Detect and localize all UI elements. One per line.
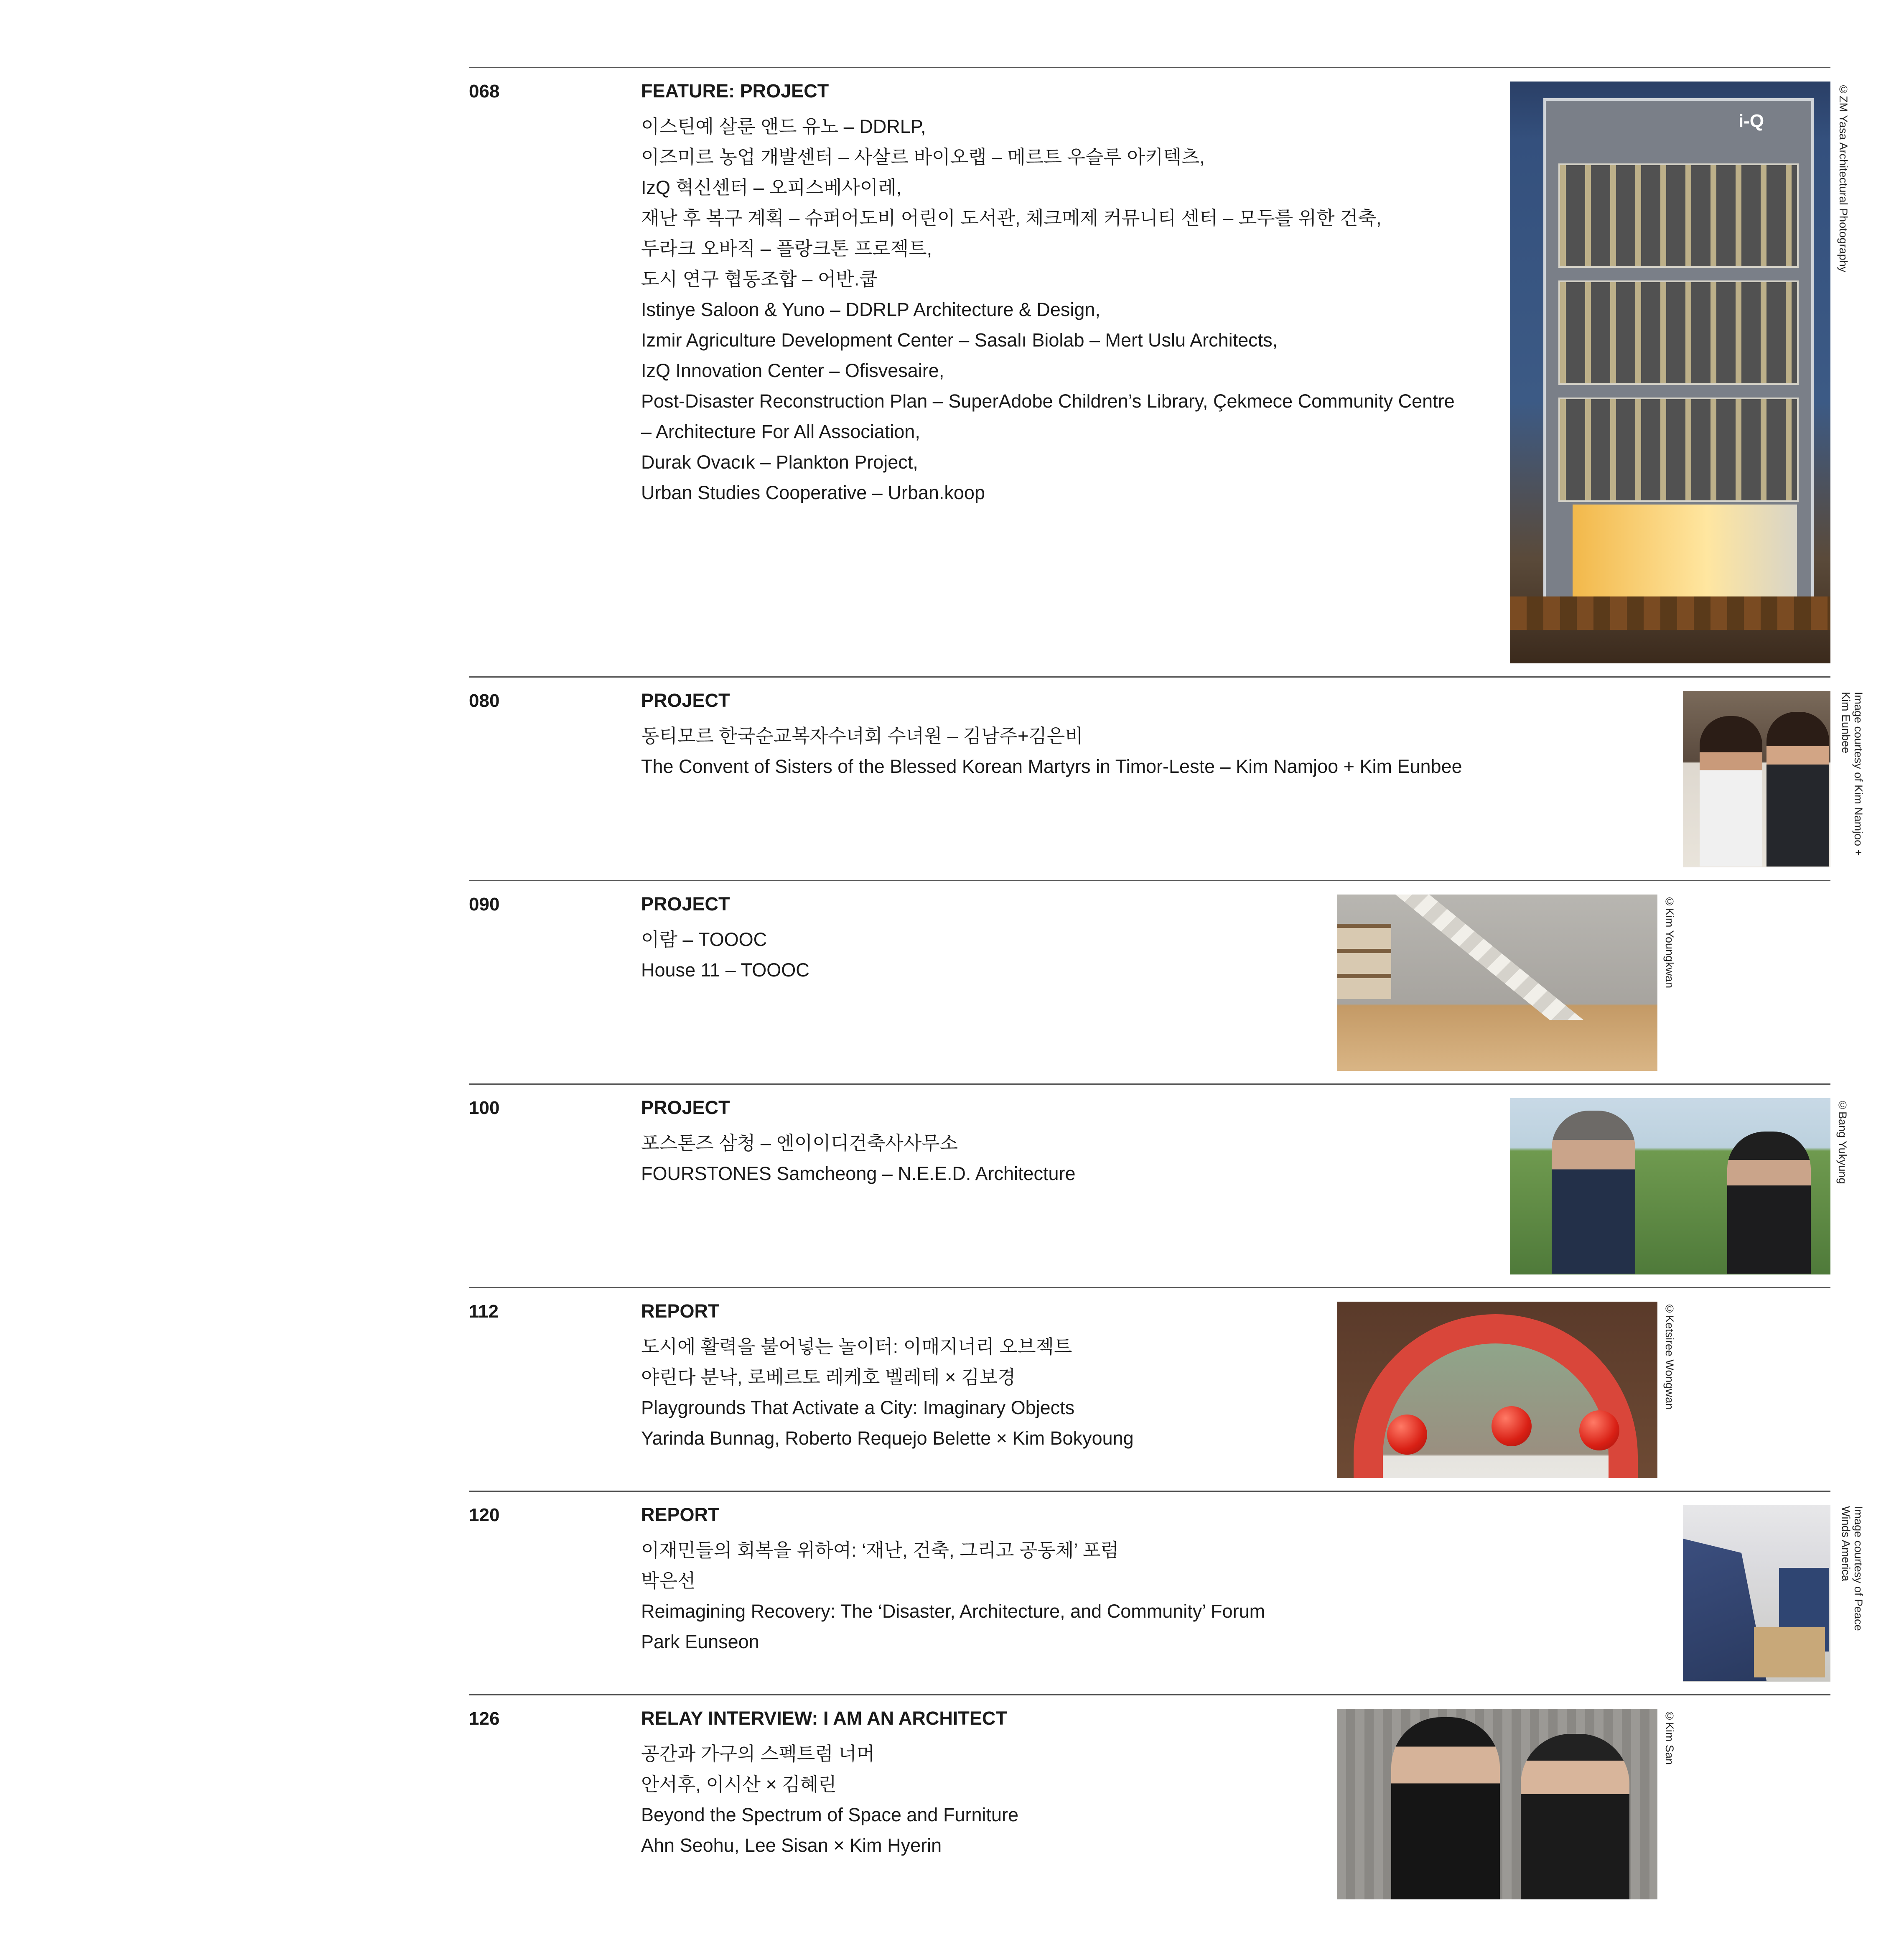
- entry-heading: FEATURE: PROJECT: [641, 80, 829, 102]
- page-number: 068: [469, 81, 500, 102]
- staircase-photo: [1337, 895, 1657, 1071]
- page-number: 090: [469, 894, 500, 915]
- entry-content: [641, 82, 1455, 508]
- entry-line: The Convent of Sisters of the Blessed Korean Martyrs in Timor-Leste – Kim Namjoo + Kim Eunbee: [641, 756, 1462, 777]
- entry-line: 포스톤즈 삼청 – 엔이이디건축사사무소: [641, 1132, 958, 1154]
- entry-line: 재난 후 복구 계획 – 슈퍼어도비 어린이 도서관, 체크메제 커뮤니티 센터 – 모두를 위한 건축,: [641, 207, 1382, 229]
- entry-line: 이람 – TOOOC: [641, 929, 767, 950]
- page-number: 120: [469, 1505, 500, 1525]
- entry-line: Ahn Seohu, Lee Sisan × Kim Hyerin: [641, 1835, 942, 1856]
- entry-content: [641, 1302, 1134, 1454]
- entry-content: [641, 691, 1462, 782]
- building-sign: i-Q: [1738, 111, 1764, 131]
- person-figure: [1391, 1717, 1500, 1899]
- photo-credit: ©Ketsiree Wongwan: [1663, 1302, 1676, 1410]
- entry-line: Istinye Saloon & Yuno – DDRLP Architecture & Design,: [641, 299, 1100, 320]
- red-ball: [1492, 1406, 1532, 1446]
- toc-entry: [469, 1083, 1849, 1287]
- entry-line: IzQ Innovation Center – Ofisvesaire,: [641, 360, 944, 381]
- building-photo: [1510, 82, 1830, 663]
- entry-line: Park Eunseon: [641, 1631, 759, 1652]
- entry-line: 야린다 분낙, 로베르토 레케호 벨레테 × 김보경: [641, 1366, 1016, 1388]
- entry-line: – Architecture For All Association,: [641, 421, 920, 442]
- entry-line: Beyond the Spectrum of Space and Furniture: [641, 1804, 1019, 1825]
- entry-line: Izmir Agriculture Development Center – Sasalı Biolab – Mert Uslu Architects,: [641, 329, 1278, 351]
- person-figure: [1552, 1111, 1635, 1274]
- toc-entry: [469, 676, 1865, 880]
- entry-line: 동티모르 한국순교복자수녀회 수녀원 – 김남주+김은비: [641, 725, 1083, 747]
- toc-entry: [469, 880, 1830, 1083]
- photo-credit: ©Kim San: [1663, 1710, 1676, 1765]
- entry-line: 공간과 가구의 스펙트럼 너머: [641, 1743, 875, 1764]
- floor-band: [1558, 163, 1799, 268]
- person-figure: [1766, 712, 1829, 867]
- entry-content: [641, 1505, 1265, 1657]
- entry-line: IzQ 혁신센터 – 오피스베사이레,: [641, 177, 902, 198]
- photo-credit: ©Kim Youngkwan: [1663, 895, 1676, 989]
- bookshelf-shape: [1337, 924, 1391, 999]
- photo-credit: Image courtesy of Peace Winds America: [1840, 1506, 1865, 1631]
- toc-entry: [469, 1287, 1830, 1491]
- red-arch-shape: [1354, 1314, 1638, 1478]
- cardboard-box: [1754, 1627, 1825, 1677]
- entry-line: 두라크 오바직 – 플랑크톤 프로젝트,: [641, 238, 932, 259]
- toc-entry: [469, 1491, 1865, 1694]
- shelter-photo: [1683, 1505, 1830, 1682]
- page-number: 100: [469, 1098, 500, 1118]
- photo-credit: Image courtesy of Kim Namjoo + Kim Eunbee: [1840, 692, 1865, 856]
- planter-row: [1510, 596, 1830, 630]
- red-ball: [1387, 1415, 1427, 1455]
- floor-band: [1558, 398, 1799, 502]
- page-number: 112: [469, 1301, 499, 1322]
- entry-line: Post-Disaster Reconstruction Plan – SuperAdobe Children’s Library, Çekmece Community Centre: [641, 390, 1455, 412]
- entry-line: Playgrounds That Activate a City: Imaginary Objects: [641, 1397, 1075, 1418]
- toc-entry: [469, 67, 1850, 676]
- person-figure: [1727, 1132, 1811, 1274]
- entry-line: 안서후, 이시산 × 김혜린: [641, 1774, 837, 1795]
- entry-content: [641, 895, 809, 986]
- entry-line: House 11 – TOOOC: [641, 959, 809, 981]
- entry-line: 이즈미르 농업 개발센터 – 사살르 바이오랩 – 메르트 우슬루 아키텍츠,: [641, 146, 1205, 168]
- entry-line: FOURSTONES Samcheong – N.E.E.D. Architecture: [641, 1163, 1076, 1184]
- entry-line: 도시 연구 협동조합 – 어반.쿱: [641, 268, 878, 290]
- entry-line: Reimagining Recovery: The ‘Disaster, Architecture, and Community’ Forum: [641, 1601, 1265, 1622]
- entry-line: 도시에 활력을 불어넣는 놀이터: 이매지너리 오브젝트: [641, 1336, 1072, 1357]
- entry-content: [641, 1709, 1018, 1861]
- entry-line: Yarinda Bunnag, Roberto Requejo Belette × Kim Bokyoung: [641, 1427, 1134, 1449]
- toc-entry: [469, 1694, 1830, 1928]
- entry-heading: PROJECT: [641, 690, 730, 711]
- architects-photo: [1337, 1709, 1657, 1899]
- entry-heading: REPORT: [641, 1504, 720, 1525]
- photo-credit: ©Bang Yukyung: [1836, 1099, 1849, 1184]
- photo-credit: ©ZM Yasa Architectural Photography: [1837, 83, 1850, 273]
- entry-heading: REPORT: [641, 1300, 720, 1322]
- lobby-glow: [1573, 505, 1797, 601]
- entry-line: Urban Studies Cooperative – Urban.koop: [641, 482, 985, 503]
- person-figure: [1700, 716, 1762, 867]
- entry-line: Durak Ovacık – Plankton Project,: [641, 451, 918, 473]
- floor-band: [1558, 280, 1799, 385]
- stair-shape: [1395, 895, 1583, 1020]
- page-number: 126: [469, 1708, 500, 1729]
- entry-line: 이재민들의 회복을 위하여: ‘재난, 건축, 그리고 공동체’ 포럼: [641, 1539, 1119, 1561]
- entry-heading: PROJECT: [641, 893, 730, 915]
- red-ball: [1579, 1410, 1619, 1450]
- playground-photo: [1337, 1302, 1657, 1478]
- architects-photo: [1683, 691, 1830, 867]
- entry-heading: PROJECT: [641, 1097, 730, 1118]
- entry-heading: RELAY INTERVIEW: I AM AN ARCHITECT: [641, 1708, 1007, 1729]
- entry-line: 이스틴예 살룬 앤드 유노 – DDRLP,: [641, 116, 926, 137]
- entry-line: 박은선: [641, 1570, 696, 1591]
- page-number: 080: [469, 691, 500, 711]
- person-figure: [1521, 1734, 1629, 1899]
- architects-photo: [1510, 1098, 1830, 1274]
- entry-content: [641, 1098, 1076, 1189]
